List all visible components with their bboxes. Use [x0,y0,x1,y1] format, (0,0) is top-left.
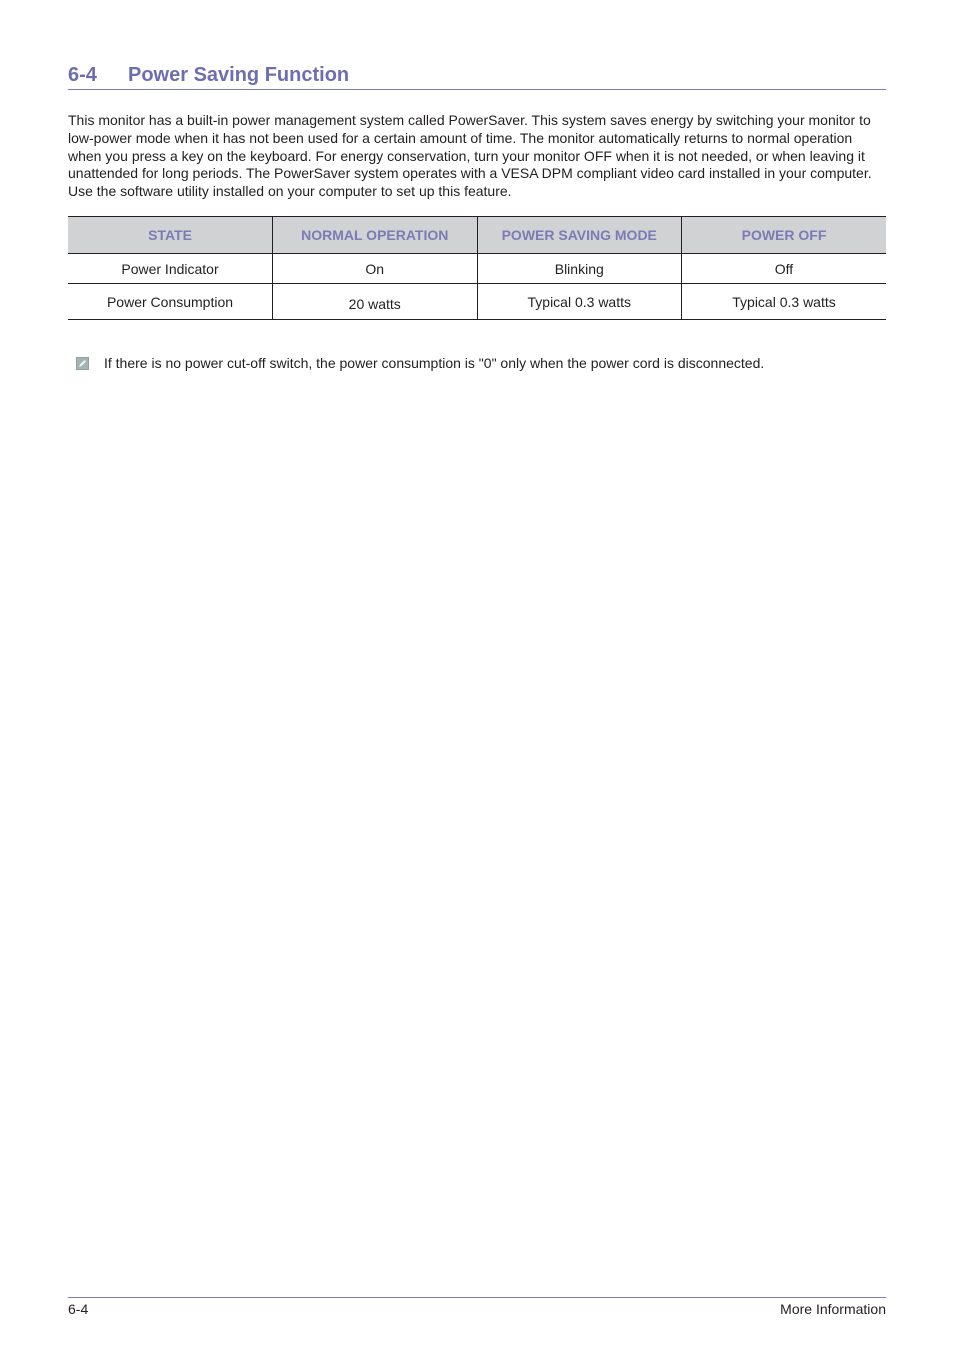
note-icon [76,357,89,370]
note-text: If there is no power cut-off switch, the power consumption is "0" only when the power cord is disconnected. [104,355,765,371]
table-cell: Blinking [477,254,682,284]
table-header-row [68,217,886,254]
power-saving-table [68,216,886,320]
table-cell: Power Indicator [68,254,273,284]
table-cell: Typical 0.3 watts [477,284,682,320]
section-title: Power Saving Function [128,64,350,86]
intro-paragraph: This monitor has a built-in power management system called PowerSaver. This system saves energy by switching your monitor to low-power mode when it has not been used for a certain amount of time. The monitor automatically returns to normal operation when you press a key on the keyboard. For energy conservation, turn your monitor OFF when it is not needed, or when leaving it unattended for long periods. The PowerSaver system operates with a VESA DPM compliant video card installed in your computer. Use the software utility installed on your computer to set up this feature. [68,112,872,200]
footer-page-number: 6-4 [68,1301,89,1317]
section-heading [68,62,886,90]
table-cell: 20 watts [273,284,478,320]
table-row [68,284,886,320]
table-row [68,254,886,284]
header-power-saving-mode: POWER SAVING MODE [477,217,682,254]
section-number: 6-4 [68,64,97,86]
table-cell: On [273,254,478,284]
footer-section-name: More Information [780,1301,886,1317]
table-cell: Off [682,254,887,284]
table-cell: Power Consumption [68,284,273,320]
table-cell: Typical 0.3 watts [682,284,887,320]
header-normal-operation: NORMAL OPERATION [273,217,478,254]
footer-divider [68,1297,886,1298]
header-state: STATE [68,217,273,254]
header-power-off: POWER OFF [682,217,887,254]
